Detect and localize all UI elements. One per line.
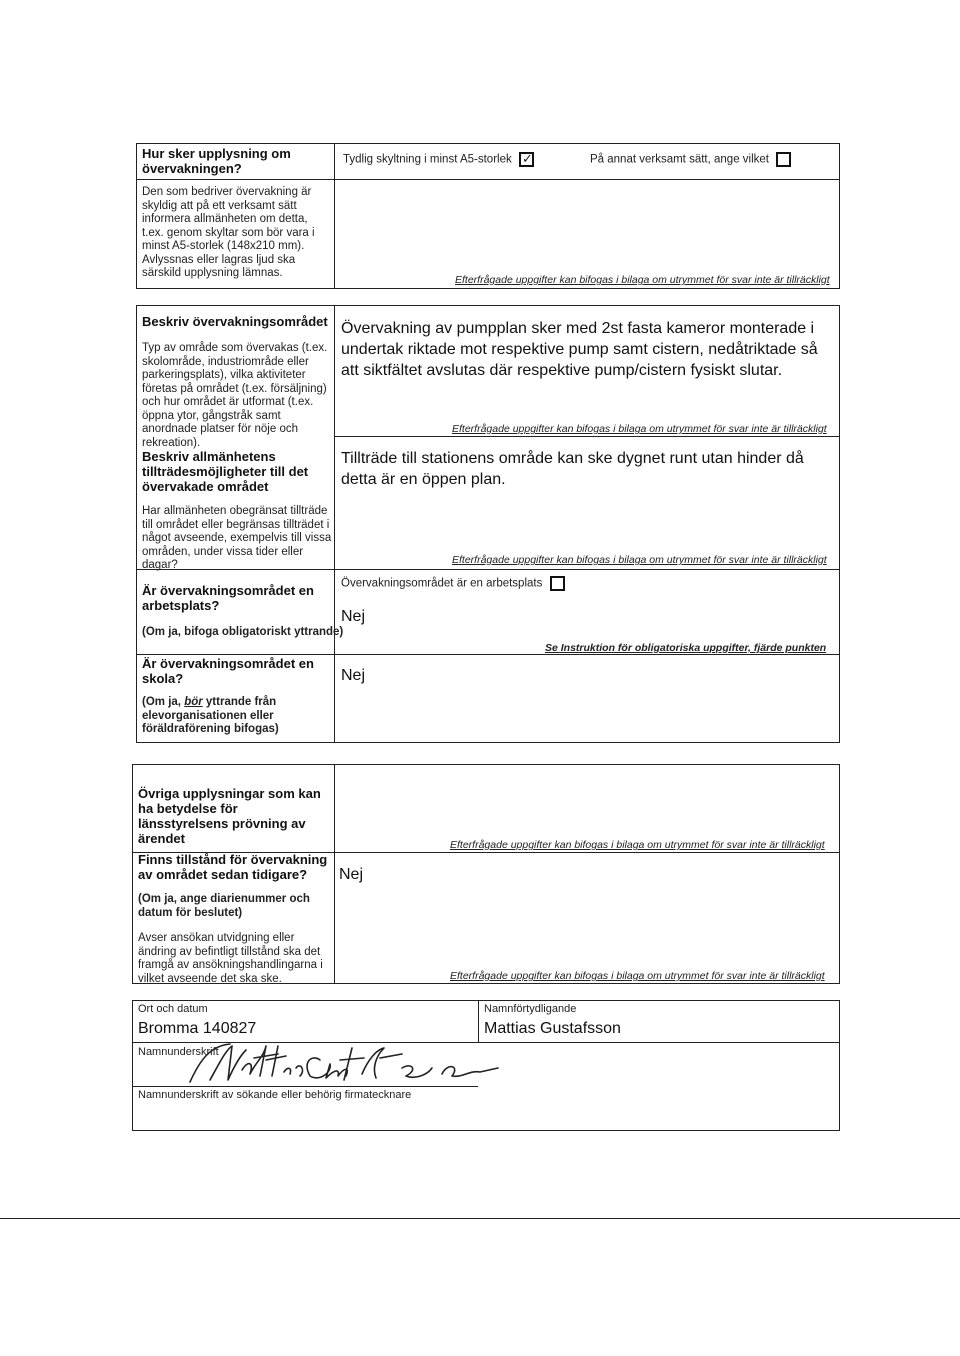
upplysning-description: Den som bedriver övervakning är skyldig att på ett verksamt sätt informera allmänheten om detta, t.ex. genom skyltar som bör vara i minst A5-storlek (148x210 mm). Avlyssnas eller lagras ljud ska särskild upplysning lämnas. [142, 186, 315, 279]
school-answer: Nej [341, 667, 366, 684]
place-date-label: Ort och datum [138, 1003, 208, 1015]
workplace-note: Se Instruktion för obligatoriska uppgifter, fjärde punkten [545, 642, 827, 654]
option-a5-label: Tydlig skyltning i minst A5-storlek [343, 153, 512, 166]
workplace-heading: Är övervakningsområdet en arbetsplats? [142, 583, 314, 613]
school-heading: Är övervakningsområdet en skola? [142, 656, 314, 686]
name-label: Namnförtydligande [484, 1003, 577, 1015]
place-date-value: Bromma 140827 [138, 1020, 257, 1037]
option-a5-checkbox[interactable] [519, 152, 534, 167]
permit-heading: Finns tillstånd för övervakning av området sedan tidigare? [138, 852, 328, 882]
workplace-option[interactable] [341, 576, 565, 591]
other-heading: Övriga upplysningar som kan ha betydelse för länsstyrelsens prövning av ärendet [138, 786, 321, 846]
option-other-checkbox[interactable] [776, 152, 791, 167]
area-heading: Beskriv övervakningsområdet [142, 314, 328, 329]
section1-divider [334, 143, 335, 289]
access-note: Efterfrågade uppgifter kan bifogas i bilaga om utrymmet för svar inte är tillräckligt [452, 554, 827, 566]
area-note: Efterfrågade uppgifter kan bifogas i bilaga om utrymmet för svar inte är tillräckligt [452, 423, 827, 435]
school-sub [142, 696, 292, 737]
upplysning-note: Efterfrågade uppgifter kan bifogas i bilaga om utrymmet för svar inte är tillräckligt [455, 274, 830, 286]
workplace-answer: Nej [341, 608, 366, 625]
school-row-line [136, 654, 840, 655]
area-row-line [334, 436, 840, 437]
signature-caption-line [132, 1086, 478, 1087]
option-a5-signage[interactable] [343, 152, 534, 167]
name-value: Mattias Gustafsson [484, 1020, 621, 1037]
option-other-method[interactable] [590, 152, 791, 167]
signature-caption: Namnunderskrift av sökande eller behörig firmatecknare [138, 1089, 412, 1101]
upplysning-heading: Hur sker upplysning om övervakningen? [142, 146, 291, 176]
section3-divider [334, 764, 335, 984]
permit-answer: Nej [339, 866, 364, 883]
workplace-sub: (Om ja, bifoga obligatoriskt yttrande) [142, 626, 344, 638]
section2-divider [334, 305, 335, 743]
workplace-checkbox-label: Övervakningsområdet är en arbetsplats [341, 577, 543, 590]
school-sub-prefix: (Om ja, [142, 696, 185, 708]
permit-sub: (Om ja, ange diarienummer och datum för beslutet) [138, 893, 310, 919]
access-answer: Tillträde till stationens område kan ske dygnet runt utan hinder då detta är en öppen plan. [341, 450, 804, 488]
option-other-label: På annat verksamt sätt, ange vilket [590, 153, 769, 166]
access-help: Har allmänheten obegränsat tillträde till området eller begränsas tillträdet i något avseende, exempelvis till vissa områden, under vissa tider eller dagar? [142, 505, 332, 571]
other-note: Efterfrågade uppgifter kan bifogas i bilaga om utrymmet för svar inte är tillräckligt [450, 839, 825, 851]
area-answer: Övervakning av pumpplan sker med 2st fasta kameror monterade i undertak riktade mot respektive pump samt cistern, nedåtriktade så att siktfältet avslutas där respektive pump/cistern fysiskt slutar. [341, 320, 818, 379]
permit-note: Efterfrågade uppgifter kan bifogas i bilaga om utrymmet för svar inte är tillräckligt [450, 970, 825, 982]
checkmark-icon: ✓ [521, 151, 533, 166]
page-bottom-rule [0, 1218, 960, 1219]
access-heading: Beskriv allmänhetens tillträdesmöjligheter till det övervakade området [142, 449, 309, 494]
section1-header-line [136, 179, 840, 180]
signature-divider [478, 1000, 479, 1042]
school-sub-suffix: yttrande från elevorganisationen eller föräldraförening bifogas) [142, 696, 279, 735]
signature-label: Namnunderskrift [138, 1046, 219, 1058]
area-help: Typ av område som övervakas (t.ex. skolområde, industriområde eller parkeringsplats), vilka aktiviteter företas på området (t.ex. försäljning) och hur området är utformat (t.ex. öppna ytor, gångstråk samt anordnade platser för nöje och rekreation). [142, 342, 328, 449]
school-sub-emphasis: bör [184, 696, 203, 708]
permit-help: Avser ansökan utvidgning eller ändring av befintligt tillstånd ska det framgå av ansökningshandlingarna i vilket avseende det ska ske. [138, 932, 323, 985]
handwritten-signature [180, 1040, 520, 1086]
workplace-checkbox[interactable] [550, 576, 565, 591]
